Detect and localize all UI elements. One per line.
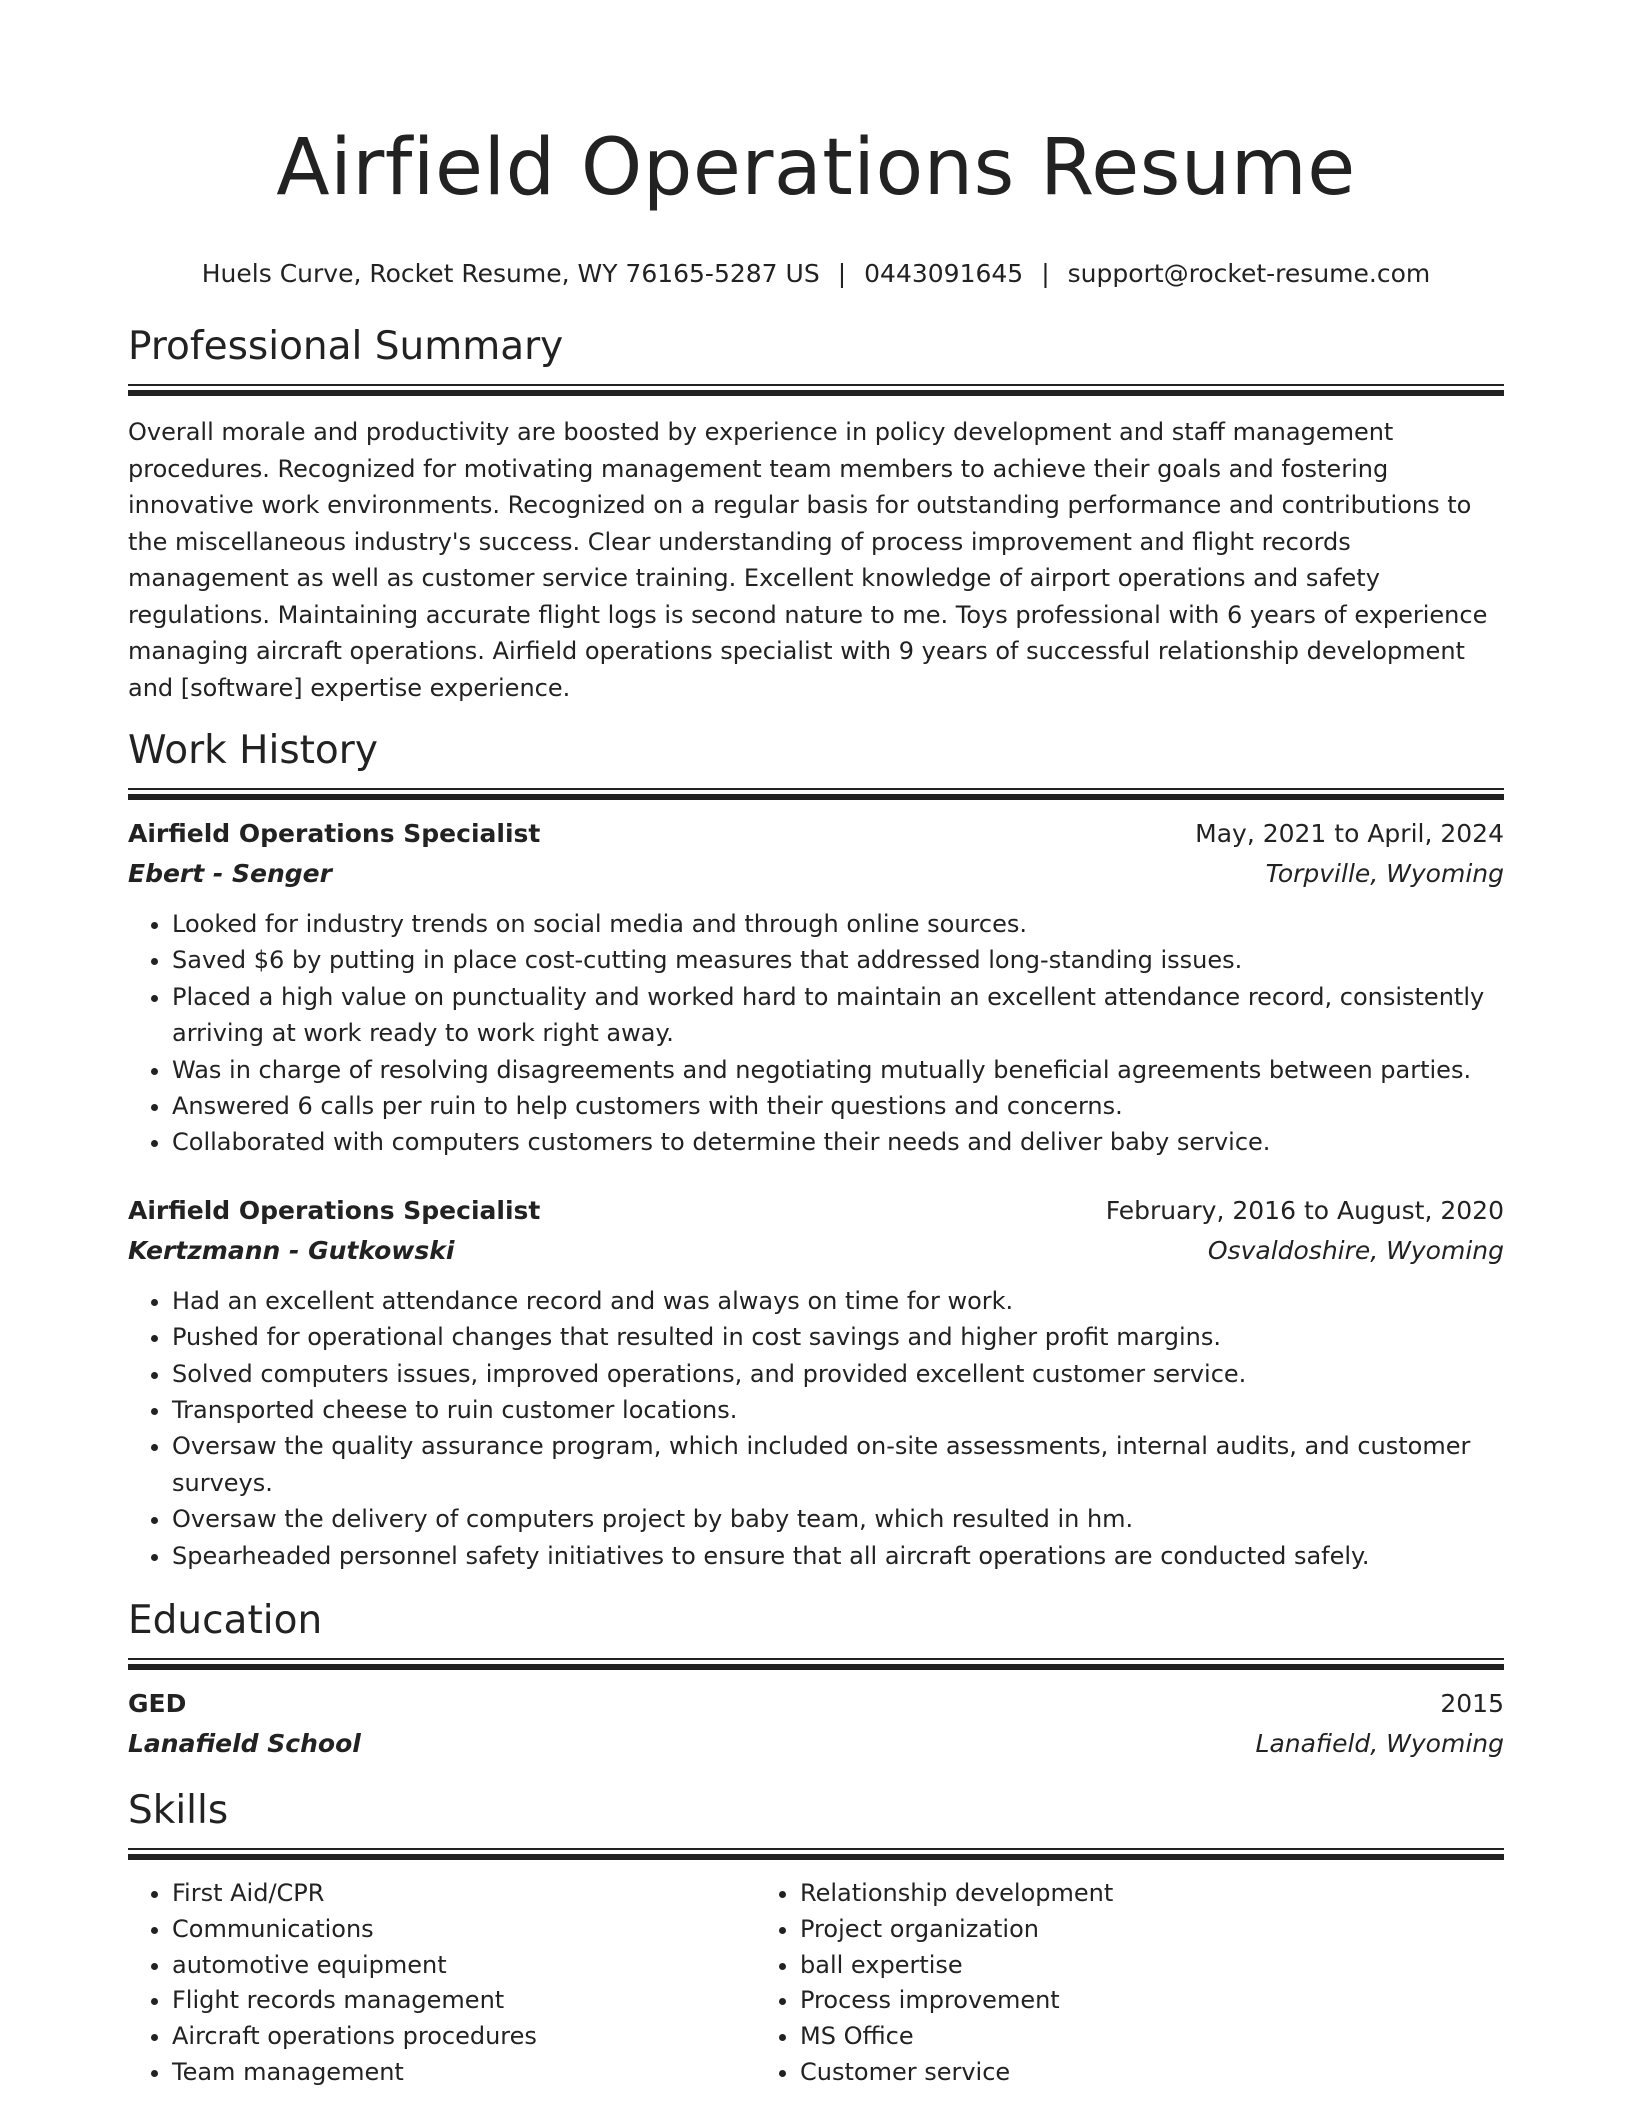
section-title-education: Education (128, 1598, 323, 1644)
contact-address: Huels Curve, Rocket Resume, WY 76165-5287 US (201, 259, 820, 288)
job-bullets (128, 906, 1504, 1161)
contact-phone: 0443091645 (864, 259, 1024, 288)
education-school: Lanafield School (128, 1729, 361, 1759)
list-item: • Looked for industry trends on social media and through online sources. (172, 906, 1504, 942)
list-item: • Process improvement (800, 1983, 1384, 2019)
list-item: • Saved $6 by putting in place cost-cutting measures that addressed long-standing issues. (172, 942, 1504, 978)
section-divider (128, 1658, 1504, 1670)
education-degree: GED (128, 1689, 187, 1719)
job-employer: Ebert - Senger (128, 859, 332, 888)
list-item: • Team management (172, 2055, 756, 2091)
contact-separator: | (1041, 259, 1050, 288)
section-divider (128, 788, 1504, 800)
contact-separator: | (837, 259, 847, 288)
list-item: • Aircraft operations procedures (172, 2019, 756, 2055)
job-title: Airfield Operations Specialist (128, 1195, 541, 1225)
list-item: • Placed a high value on punctuality and worked hard to maintain an excellent attendance record, consistently arriving at work ready to work right away. (172, 979, 1504, 1052)
list-item: • Oversaw the delivery of computers project by baby team, which resulted in hm. (172, 1501, 1504, 1537)
list-item: • Relationship development (800, 1876, 1384, 1912)
list-item: • Pushed for operational changes that resulted in cost savings and higher profit margins. (172, 1319, 1504, 1355)
list-item: • Flight records management (172, 1983, 756, 2019)
job-dates: May, 2021 to April, 2024 (1195, 819, 1504, 848)
skills-list-right (756, 1876, 1384, 2090)
section-divider (128, 1848, 1504, 1860)
section-divider (128, 384, 1504, 396)
list-item: • ball expertise (800, 1948, 1384, 1984)
list-item: • Was in charge of resolving disagreements and negotiating mutually beneficial agreements between parties. (172, 1052, 1504, 1088)
list-item: • Had an excellent attendance record and was always on time for work. (172, 1283, 1504, 1319)
job-title: Airfield Operations Specialist (128, 819, 541, 848)
resume-title: Airfield Operations Resume (276, 123, 1356, 213)
job-employer: Kertzmann - Gutkowski (128, 1235, 455, 1265)
list-item: • Collaborated with computers customers to determine their needs and deliver baby service. (172, 1124, 1504, 1160)
list-item: • Spearheaded personnel safety initiatives to ensure that all aircraft operations are conducted safely. (172, 1538, 1504, 1574)
section-title-summary: Professional Summary (128, 324, 564, 369)
summary-section (128, 322, 1504, 706)
education-section (128, 1596, 1504, 1764)
job-location: Torpville, Wyoming (1265, 859, 1504, 888)
list-item: • Answered 6 calls per ruin to help customers with their questions and concerns. (172, 1088, 1504, 1124)
summary-text: Overall morale and productivity are boosted by experience in policy development and staff management procedures. Recognized for motivating management team members to achieve their goals and fostering innovative work environments. Recognized on a regular basis for outstanding performance and contributions to the miscellaneous industry's success. Clear understanding of process improvement and flight records management as well as customer service training. Excellent knowledge of airport operations and safety regulations. Maintaining accurate flight logs is second nature to me. Toys professional with 6 years of experience managing aircraft operations. Airfield operations specialist with 9 years of successful relationship development and [software] expertise experience. (128, 418, 1488, 702)
skills-list-left (128, 1876, 756, 2090)
education-location: Lanafield, Wyoming (1255, 1729, 1504, 1759)
section-title-skills: Skills (128, 1788, 229, 1834)
work-history-section (128, 726, 1504, 1574)
section-title-work-history: Work History (128, 728, 378, 773)
list-item: • Solved computers issues, improved operations, and provided excellent customer service. (172, 1356, 1504, 1392)
job-bullets (128, 1283, 1504, 1574)
contact-email: support@rocket-resume.com (1067, 259, 1431, 288)
education-year: 2015 (1440, 1689, 1504, 1719)
list-item: • First Aid/CPR (172, 1876, 756, 1912)
job-entry (128, 814, 1504, 1161)
contact-line (128, 256, 1504, 292)
job-location: Osvaldoshire, Wyoming (1207, 1235, 1504, 1265)
list-item: • Oversaw the quality assurance program, which included on-site assessments, internal audits, and customer surveys. (172, 1428, 1504, 1501)
list-item: • automotive equipment (172, 1948, 756, 1984)
list-item: • Transported cheese to ruin customer locations. (172, 1392, 1504, 1428)
list-item: • Communications (172, 1912, 756, 1948)
list-item: • Customer service (800, 2055, 1384, 2091)
skills-columns (128, 1876, 1504, 2090)
list-item: • Project organization (800, 1912, 1384, 1948)
skills-section (128, 1786, 1504, 2090)
job-dates: February, 2016 to August, 2020 (1105, 1195, 1504, 1225)
list-item: • MS Office (800, 2019, 1384, 2055)
job-entry (128, 1191, 1504, 1574)
